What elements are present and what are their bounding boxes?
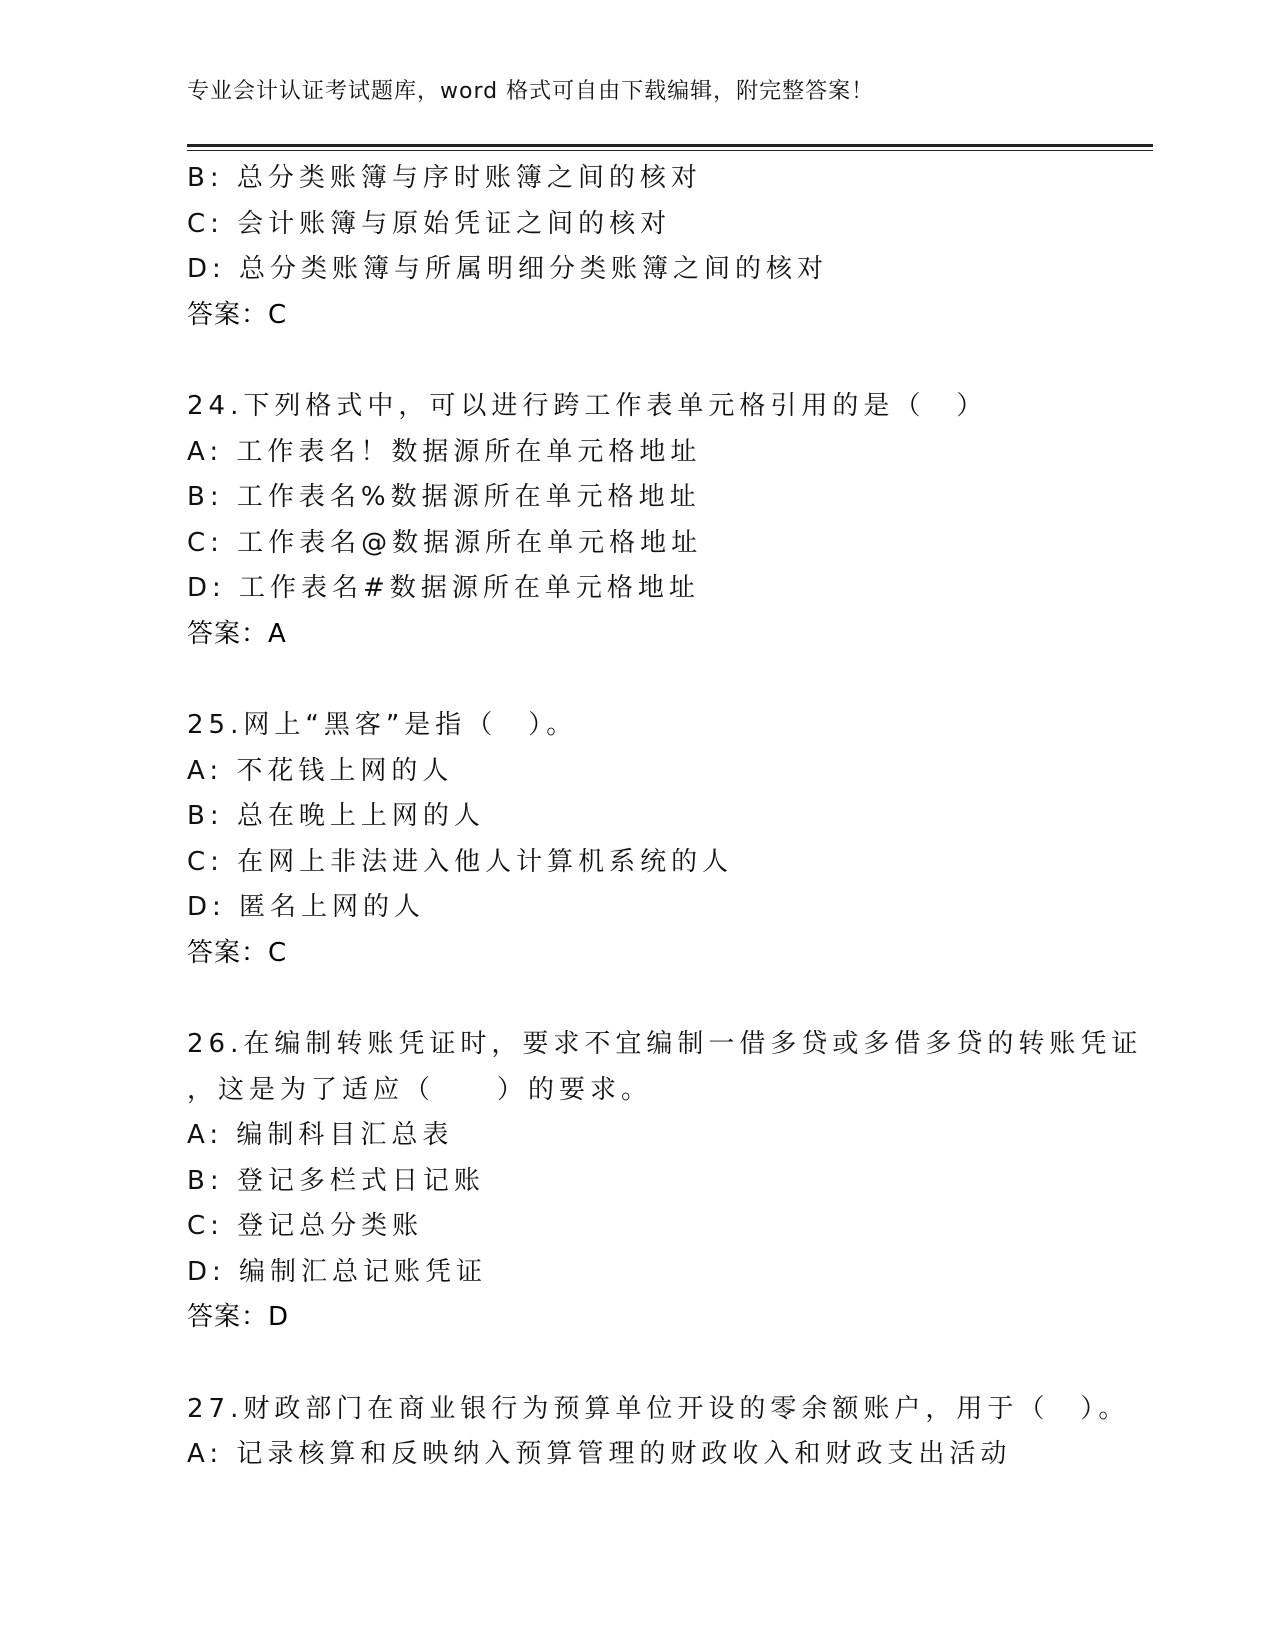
answer: 答案：C — [187, 937, 288, 968]
question-title: 25.网上“黑客”是指（ ）。 — [187, 710, 578, 740]
question-title: 24.下列格式中，可以进行跨工作表单元格引用的是（ ） — [187, 391, 988, 421]
option-a: A: 编制科目汇总表 — [187, 1120, 454, 1150]
answer: 答案：D — [187, 1302, 290, 1332]
option-c: C: 登记总分类账 — [187, 1211, 424, 1241]
option-a: A: 记录核算和反映纳入预算管理的财政收入和财政支出活动 — [187, 1439, 1012, 1469]
question-list — [187, 156, 1153, 1478]
page-header: 专业会计认证考试题库，word 格式可自由下载编辑，附完整答案！ — [187, 79, 875, 104]
question-prev — [187, 156, 1153, 338]
question-26 — [187, 1022, 1153, 1341]
option-c: C: 会计账簿与原始凭证之间的核对 — [187, 208, 672, 239]
header-rule-thick — [187, 144, 1153, 147]
option-a: A: 工作表名！数据源所在单元格地址 — [187, 436, 702, 467]
question-title-line1: 26.在编制转账凭证时，要求不宜编制一借多贷或多借多贷的转账凭证 — [187, 1029, 1143, 1059]
question-27 — [187, 1387, 1153, 1478]
question-25 — [187, 703, 1153, 976]
option-a: A: 不花钱上网的人 — [187, 755, 454, 786]
question-24 — [187, 384, 1153, 657]
option-c: C: 在网上非法进入他人计算机系统的人 — [187, 846, 734, 877]
question-title: 27.财政部门在商业银行为预算单位开设的零余额账户，用于（ ）。 — [187, 1393, 1130, 1424]
option-b: B: 工作表名%数据源所在单元格地址 — [187, 482, 701, 512]
option-d: D: 编制汇总记账凭证 — [187, 1256, 488, 1287]
answer: 答案：A — [187, 618, 287, 649]
option-b: B: 总分类账簿与序时账簿之间的核对 — [187, 163, 702, 193]
answer: 答案：C — [187, 299, 288, 330]
option-d: D: 总分类账簿与所属明细分类账簿之间的核对 — [187, 254, 829, 284]
option-c: C: 工作表名@数据源所在单元格地址 — [187, 527, 703, 558]
option-b: B: 登记多栏式日记账 — [187, 1165, 485, 1196]
question-title-line2: ，这是为了适应（ ）的要求。 — [187, 1074, 653, 1105]
header-rule-thin — [187, 150, 1153, 151]
option-d: D: 工作表名#数据源所在单元格地址 — [187, 573, 700, 603]
option-b: B: 总在晚上上网的人 — [187, 801, 485, 831]
option-d: D: 匿名上网的人 — [187, 892, 426, 922]
